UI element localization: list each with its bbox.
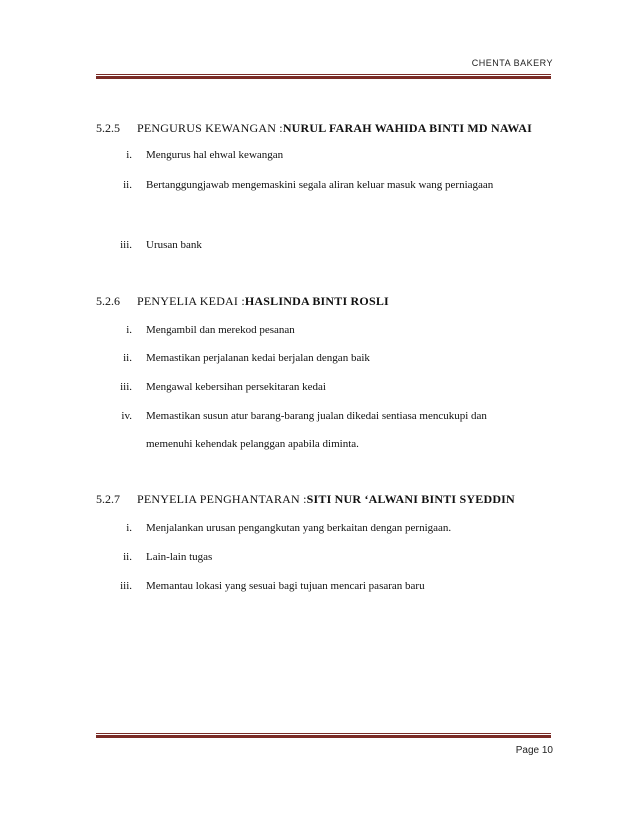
list-numeral: ii. bbox=[123, 179, 132, 191]
list-numeral: ii. bbox=[123, 551, 132, 563]
list-item bbox=[96, 344, 536, 372]
list-numeral: ii. bbox=[123, 352, 132, 364]
list-item-text: Bertanggungjawab mengemaskini segala aliran keluar masuk wang perniagaan bbox=[146, 179, 494, 191]
list-numeral: iii. bbox=[120, 580, 132, 592]
section-5-2-5 bbox=[96, 121, 556, 251]
list-numeral: iii. bbox=[120, 381, 132, 393]
list-item-text: Memastikan perjalanan kedai berjalan dengan baik bbox=[146, 352, 370, 364]
section-number: 5.2.5 bbox=[96, 121, 120, 135]
section-person-name: SITI NUR ‘ALWANI BINTI SYEDDIN bbox=[306, 492, 515, 506]
list-item bbox=[96, 373, 536, 401]
list-item bbox=[96, 316, 536, 344]
section-number: 5.2.6 bbox=[96, 294, 120, 308]
list-item-text: Mengurus hal ehwal kewangan bbox=[146, 149, 284, 161]
list-item bbox=[96, 543, 536, 571]
list-item-text: Memastikan susun atur barang-barang jualan dikedai sentiasa mencukupi dan memenuhi kehendak pelanggan apabila diminta. bbox=[146, 410, 487, 450]
list-item-text: Memantau lokasi yang sesuai bagi tujuan mencari pasaran baru bbox=[146, 580, 425, 592]
list-item bbox=[96, 231, 536, 259]
list-numeral: i. bbox=[126, 324, 132, 336]
section-number: 5.2.7 bbox=[96, 492, 120, 506]
list-item bbox=[96, 572, 536, 600]
running-header: CHENTA BAKERY bbox=[471, 58, 553, 68]
section-5-2-6 bbox=[96, 294, 556, 450]
section-title: PENYELIA KEDAI : bbox=[137, 294, 245, 308]
list-item-text: Mengawal kebersihan persekitaran kedai bbox=[146, 381, 326, 393]
list-item-text: Mengambil dan merekod pesanan bbox=[146, 324, 295, 336]
section-title: PENYELIA PENGHANTARAN : bbox=[137, 492, 307, 506]
section-5-2-7 bbox=[96, 492, 556, 592]
list-item bbox=[96, 141, 536, 169]
list-item-text: Menjalankan urusan pengangkutan yang berkaitan dengan pernigaan. bbox=[146, 522, 452, 534]
list-numeral: i. bbox=[126, 522, 132, 534]
footer-rule bbox=[96, 733, 551, 738]
section-heading bbox=[96, 294, 556, 312]
list-numeral: iii. bbox=[120, 239, 132, 251]
list-item bbox=[96, 514, 536, 542]
list-numeral: iv. bbox=[121, 410, 132, 422]
section-heading bbox=[96, 492, 556, 510]
section-person-name: HASLINDA BINTI ROSLI bbox=[244, 294, 389, 308]
section-heading bbox=[96, 121, 556, 139]
header-rule bbox=[96, 74, 551, 79]
page-number: Page 10 bbox=[515, 745, 553, 756]
list-item bbox=[96, 171, 506, 199]
list-item-text: Urusan bank bbox=[146, 239, 202, 251]
section-person-name: NURUL FARAH WAHIDA BINTI MD NAWAI bbox=[282, 121, 532, 135]
section-title: PENGURUS KEWANGAN : bbox=[137, 121, 283, 135]
list-numeral: i. bbox=[126, 149, 132, 161]
list-item-text: Lain-lain tugas bbox=[146, 551, 213, 563]
list-item bbox=[96, 402, 531, 458]
